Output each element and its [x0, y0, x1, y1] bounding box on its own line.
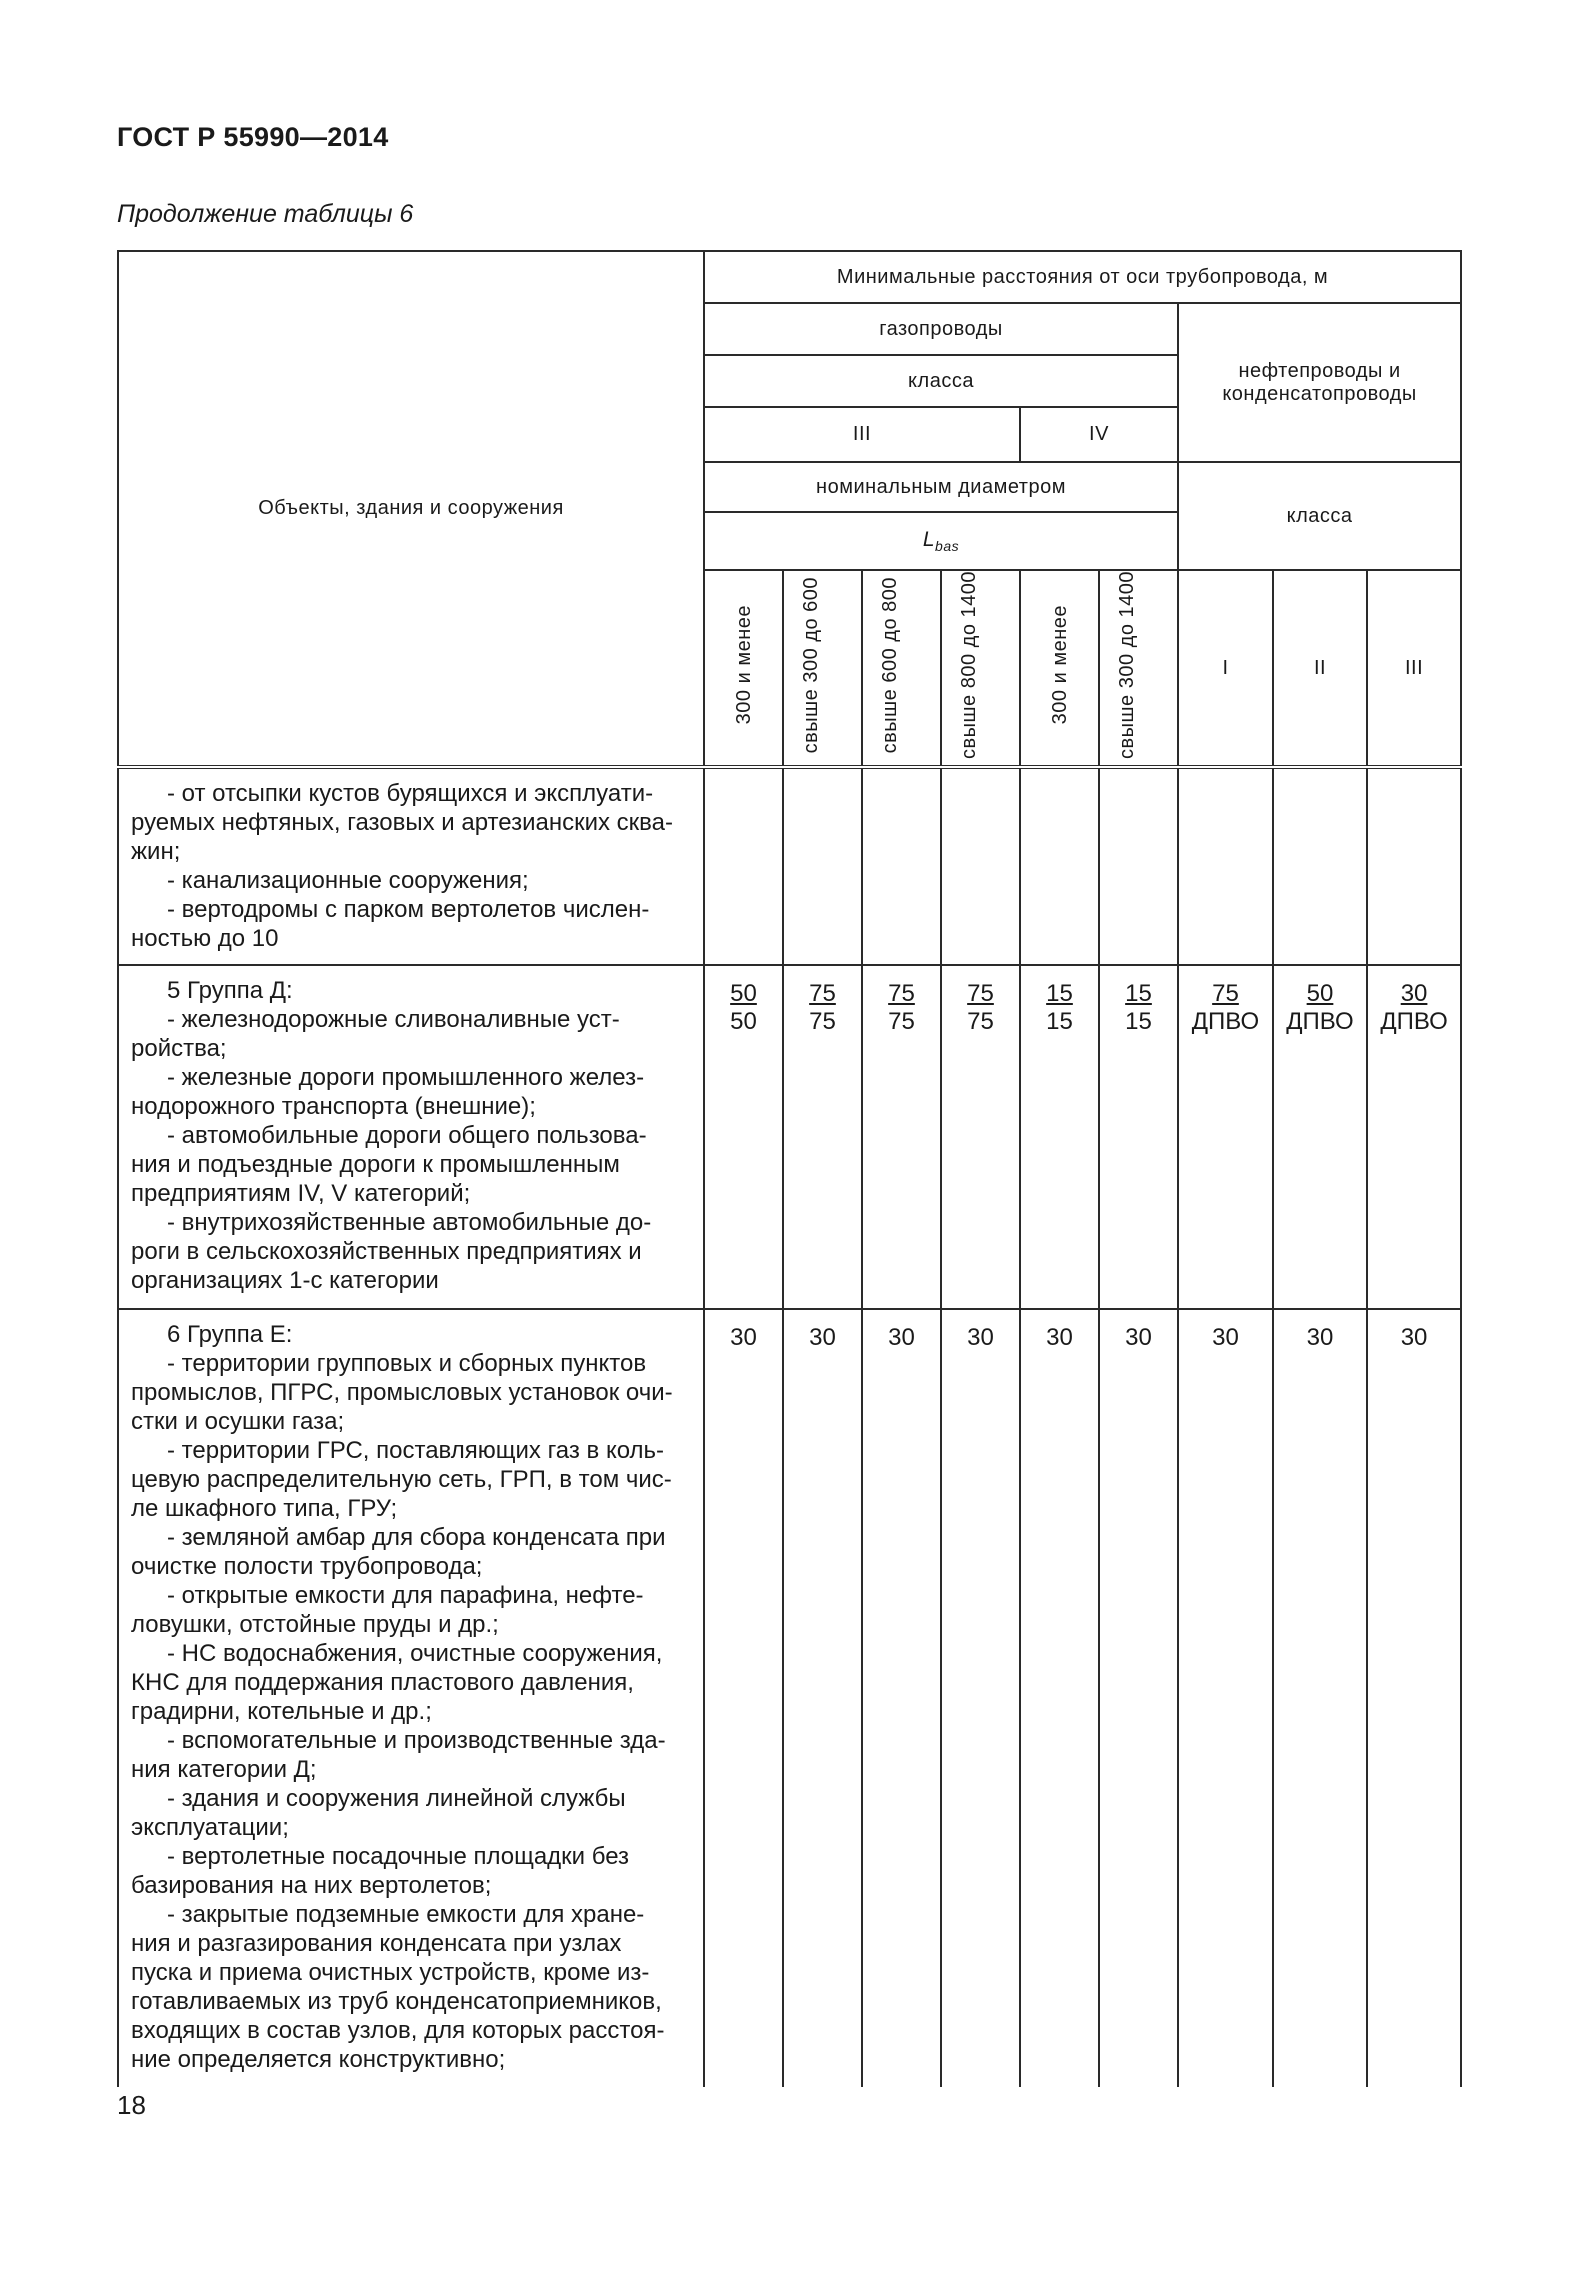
diameter-col-2: свыше 300 до 600 [783, 570, 862, 767]
table-cell [1020, 767, 1099, 965]
table-row-objects: 6 Группа Е: - территории групповых и сборных пунктов промыслов, ПГРС, промысловых установок очи- стки и осушки газа; - территории ГРС, поставляющих газ в коль- цевую распределительную сеть, ГРП, в том чис- ле шкафного типа, ГРУ; - земляной амбар для сбора конденсата при очистке полости трубопровода; - открытые емкости для парафина, нефте- ловушки, отстойные пруды и др.; - НС водоснабжения, очистные сооружения, КНС для поддержания пластового давления, градирни, котельные и др.; - вспомогательные и производственные зда- ния категории Д; - здания и сооружения линейной службы эксплуатации; - вертолетные посадочные площадки без базирования на них вертолетов; - закрытые подземные емкости для хране- ния и разгазирования конденсата при узлах пуска и приема очистных устройств, кроме из- готавливаемых из труб конденсатоприемников, входящих в состав узлов, для которых расстоя- ние определяется конструктивно; [118, 1309, 704, 2087]
table-cell [1273, 767, 1367, 965]
document-code: ГОСТ Р 55990—2014 [117, 122, 389, 152]
diameter-col-4: свыше 800 до 1400 [941, 570, 1020, 767]
value-cell: 30 [1099, 1309, 1178, 2087]
value-cell: 30 [783, 1309, 862, 2087]
distance-table [117, 250, 1462, 2087]
table-row-objects: 5 Группа Д: - железнодорожные сливоналивные уст- ройства; - железные дороги промышленного желез- нодорожного транспорта (внешние); - автомобильные дороги общего пользова- ния и подъездные дороги к промышленным предприятиям IV, V категорий; - внутрихозяйственные автомобильные до- роги в сельскохозяйственных предприятиях и организациях 1-с категории [118, 965, 704, 1309]
value-cell: 75 75 [941, 965, 1020, 1309]
value-cell: 15 15 [1020, 965, 1099, 1309]
value-cell: 50 50 [704, 965, 783, 1309]
value-cell: 30 [941, 1309, 1020, 2087]
table-cell [1367, 767, 1461, 965]
diameter-col-6: свыше 300 до 1400 [1099, 570, 1178, 767]
value-cell: 30 [1273, 1309, 1367, 2087]
table-cell [1178, 767, 1273, 965]
oil-class-col-3: III [1367, 570, 1461, 767]
value-cell: 30 [1178, 1309, 1273, 2087]
page-number: 18 [117, 2090, 146, 2120]
header-gas-pipelines: газопроводы [704, 303, 1178, 355]
value-cell: 75 75 [783, 965, 862, 1309]
header-gas-class: класса [704, 355, 1178, 407]
header-lbas: $L_{bas}$ [704, 512, 1178, 570]
diameter-col-1: 300 и менее [704, 570, 783, 767]
value-cell: 30 [1367, 1309, 1461, 2087]
table-caption: Продолжение таблицы 6 [117, 200, 414, 228]
header-class-iv: IV [1020, 407, 1178, 462]
table-row-objects: - от отсыпки кустов бурящихся и эксплуати- руемых нефтяных, газовых и артезианских сква- жин; - канализационные сооружения; - вертодромы с парком вертолетов числен- ностью до 10 [118, 767, 704, 965]
header-oil-pipelines: нефтепроводы и конденсатопроводы [1178, 303, 1461, 462]
header-class-iii: III [704, 407, 1020, 462]
table-cell [941, 767, 1020, 965]
value-cell: 30 [704, 1309, 783, 2087]
table-cell [704, 767, 783, 965]
table-cell [1099, 767, 1178, 965]
diameter-col-5: 300 и менее [1020, 570, 1099, 767]
value-cell: 75 ДПВО [1178, 965, 1273, 1309]
oil-class-col-1: I [1178, 570, 1273, 767]
value-cell: 30 [862, 1309, 941, 2087]
header-objects: Объекты, здания и сооружения [118, 251, 704, 767]
header-oil-class: класса [1178, 462, 1461, 570]
table-cell [783, 767, 862, 965]
value-cell: 50 ДПВО [1273, 965, 1367, 1309]
value-cell: 15 15 [1099, 965, 1178, 1309]
value-cell: 75 75 [862, 965, 941, 1309]
header-min-distances: Минимальные расстояния от оси трубопровода, м [704, 251, 1461, 303]
diameter-col-3: свыше 600 до 800 [862, 570, 941, 767]
value-cell: 30 [1020, 1309, 1099, 2087]
oil-class-col-2: II [1273, 570, 1367, 767]
table-cell [862, 767, 941, 965]
value-cell: 30 ДПВО [1367, 965, 1461, 1309]
header-nominal-diameter: номинальным диаметром [704, 462, 1178, 512]
